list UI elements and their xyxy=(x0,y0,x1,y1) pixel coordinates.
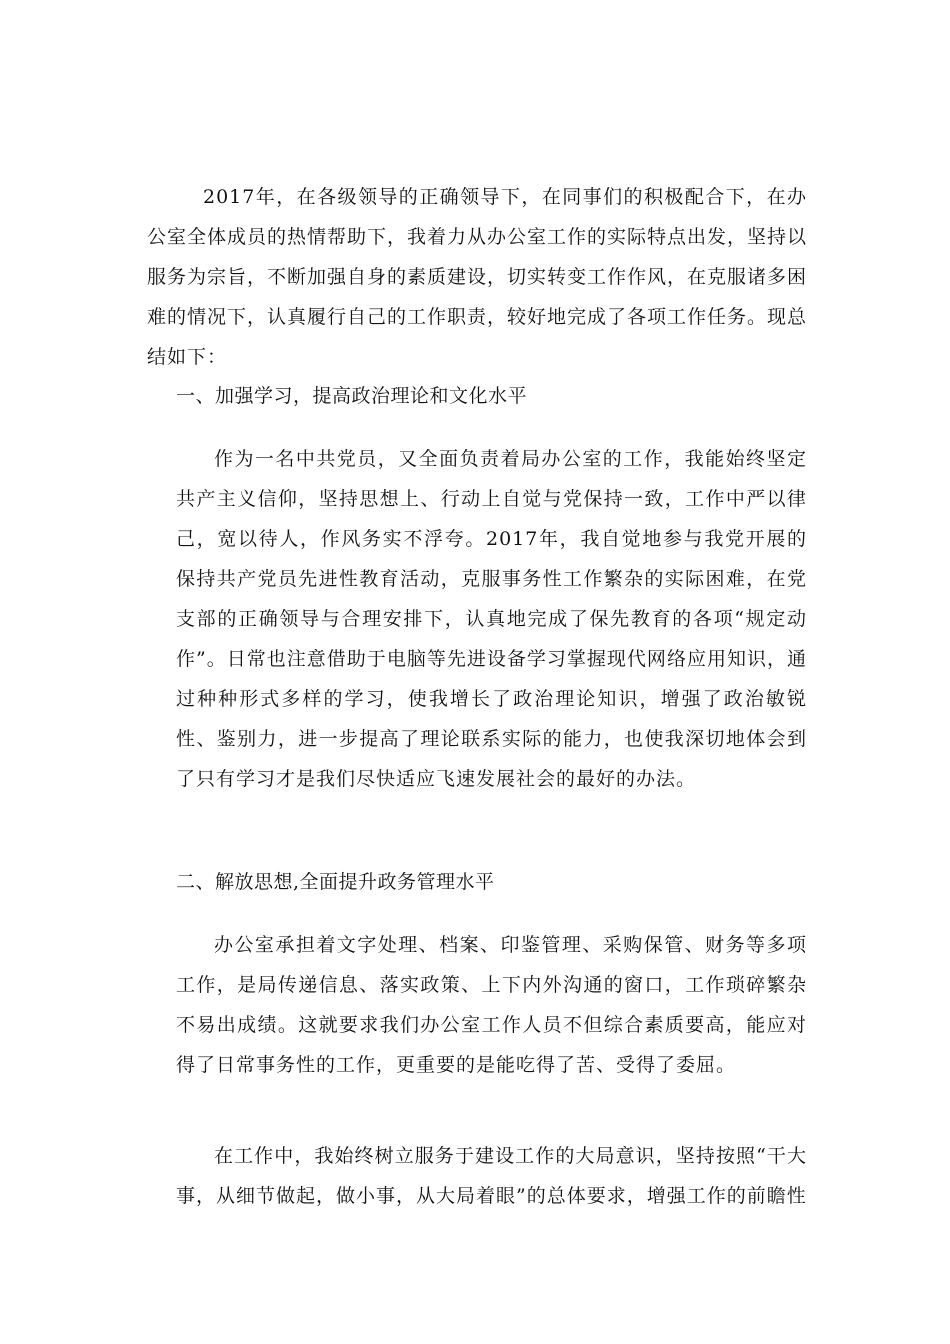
section-2-paragraph-1: 办公室承担着文字处理、档案、印鉴管理、采购保管、财务等多项工作，是局传递信息、落实政策、上下内外沟通的窗口，工作琐碎繁杂不易出成绩。这就要求我们办公室工作人员不但综合素质要高，能应对得了日常事务性的工作，更重要的是能吃得了苦、受得了委屈。 xyxy=(176,934,807,1076)
section-1-heading: 一、加强学习，提高政治理论和文化水平 xyxy=(176,385,528,407)
section-2-paragraph-2: 在工作中，我始终树立服务于建设工作的大局意识，坚持按照“干大事，从细节做起，做小事，从大局着眼”的总体要求，增强工作的前瞻性 xyxy=(176,1145,807,1207)
section-2-heading: 二、解放思想,全面提升政务管理水平 xyxy=(176,871,495,893)
intro-paragraph: 2017年，在各级领导的正确领导下，在同事们的积极配合下，在办公室全体成员的热情帮助下，我着力从办公室工作的实际特点出发，坚持以服务为宗旨，不断加强自身的素质建设，切实转变工作作风，在克服诸多困难的情况下，认真履行自己的工作职责，较好地完成了各项工作任务。现总结如下： xyxy=(147,186,808,368)
section-1-paragraph: 作为一名中共党员，又全面负责着局办公室的工作，我能始终坚定共产主义信仰，坚持思想上、行动上自觉与党保持一致，工作中严以律己，宽以待人，作风务实不浮夸。2017年，我自觉地参与我党开展的保持共产党员先进性教育活动，克服事务性工作繁杂的实际困难，在党支部的正确领导与合理安排下，认真地完成了保先教育的各项“规定动作”。日常也注意借助于电脑等先进设备学习掌握现代网络应用知识，通过种种形式多样的学习，使我增长了政治理论知识，增强了政治敏锐性、鉴别力，进一步提高了理论联系实际的能力，也使我深切地体会到了只有学习才是我们尽快适应飞速发展社会的最好的办法。 xyxy=(176,448,807,790)
